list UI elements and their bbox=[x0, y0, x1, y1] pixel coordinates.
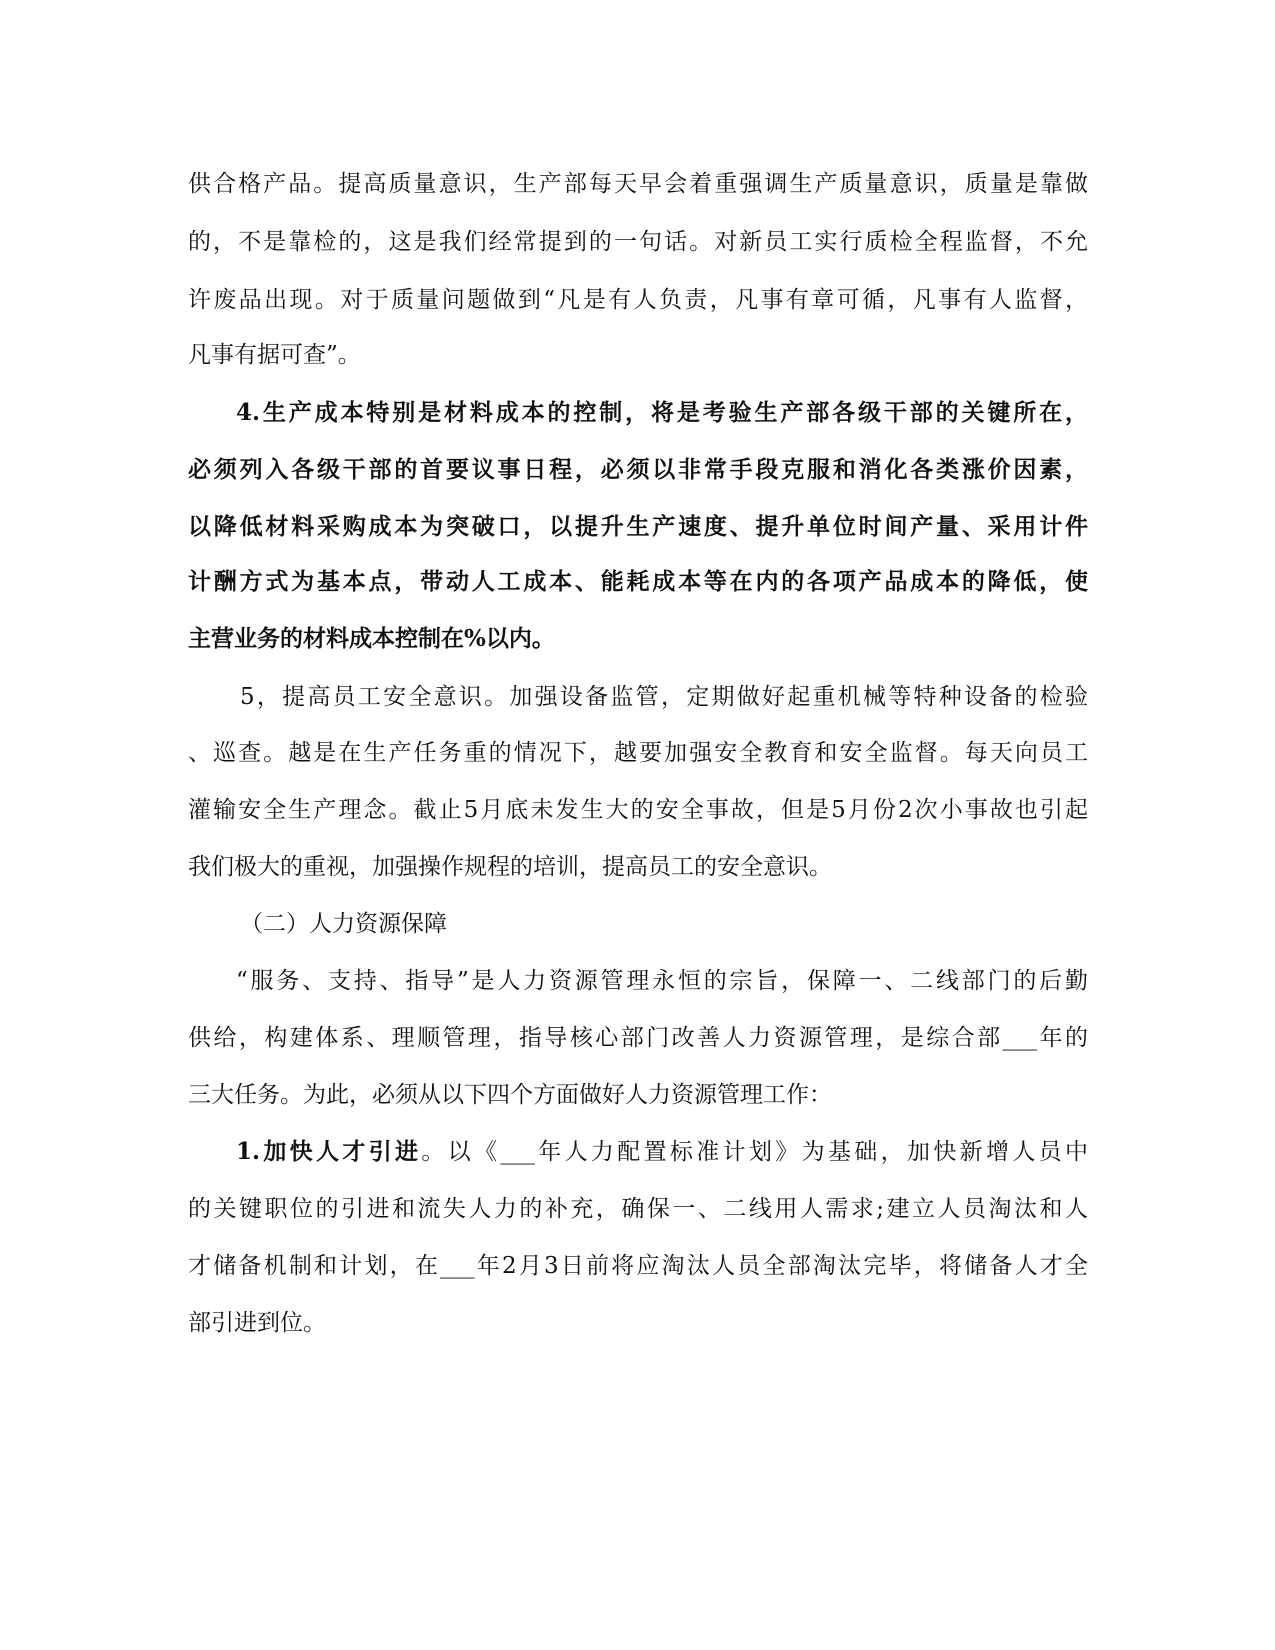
p5-line-1-rest: 。以《___年人力配置标准计划》为基础，加快新增人员中 bbox=[421, 1139, 1089, 1165]
p1-line-1: 供合格产品。提高质量意识，生产部每天早会着重强调生产质量意识，质量是靠做 bbox=[188, 171, 1088, 197]
p3-line-2: 、巡查。越是在生产任务重的情况下，越要加强安全教育和安全监督。每天向员工 bbox=[188, 740, 1088, 766]
section-heading: （二）人力资源保障 bbox=[240, 911, 447, 937]
p2-line-5: 主营业务的材料成本控制在%以内。 bbox=[188, 625, 555, 652]
p2-line-2: 必须列入各级干部的首要议事日程，必须以非常手段克服和消化各类涨价因素， bbox=[188, 456, 1088, 483]
p2-line-4: 计酬方式为基本点，带动人工成本、能耗成本等在内的各项产品成本的降低，使 bbox=[188, 568, 1088, 595]
p2-line-1: 4.生产成本特别是材料成本的控制，将是考验生产部各级干部的关键所在， bbox=[236, 399, 1088, 426]
p3-line-1: 5，提高员工安全意识。加强设备监管，定期做好起重机械等特种设备的检验 bbox=[240, 684, 1088, 710]
p4-line-2: 供给，构建体系、理顺管理，指导核心部门改善人力资源管理，是综合部___年的 bbox=[188, 1025, 1088, 1051]
p5-line-3: 才储备机制和计划，在___年2月3日前将应淘汰人员全部淘汰完毕，将储备人才全 bbox=[188, 1253, 1088, 1279]
p1-line-3: 许废品出现。对于质量问题做到“凡是有人负责，凡事有章可循，凡事有人监督， bbox=[188, 287, 1088, 313]
p5-line-4: 部引进到位。 bbox=[188, 1310, 326, 1336]
p3-line-3: 灌输安全生产理念。截止5月底未发生大的安全事故，但是5月份2次小事故也引起 bbox=[188, 797, 1088, 823]
p3-line-4: 我们极大的重视，加强操作规程的培训，提高员工的安全意识。 bbox=[188, 854, 832, 880]
p1-line-2: 的，不是靠检的，这是我们经常提到的一句话。对新员工实行质检全程监督，不允 bbox=[188, 229, 1088, 255]
p5-line-1 bbox=[236, 1137, 1088, 1167]
p5-bold-lead: 1.加快人才引进 bbox=[236, 1138, 422, 1165]
p5-line-2: 的关键职位的引进和流失人力的补充，确保一、二线用人需求;建立人员淘汰和人 bbox=[188, 1196, 1088, 1222]
p4-line-3: 三大任务。为此，必须从以下四个方面做好人力资源管理工作： bbox=[188, 1082, 832, 1108]
p1-line-4: 凡事有据可查”。 bbox=[188, 342, 361, 368]
p2-line-3: 以降低材料采购成本为突破口，以提升生产速度、提升单位时间产量、采用计件 bbox=[188, 513, 1088, 540]
p4-line-1: “服务、支持、指导”是人力资源管理永恒的宗旨，保障一、二线部门的后勤 bbox=[236, 968, 1088, 994]
